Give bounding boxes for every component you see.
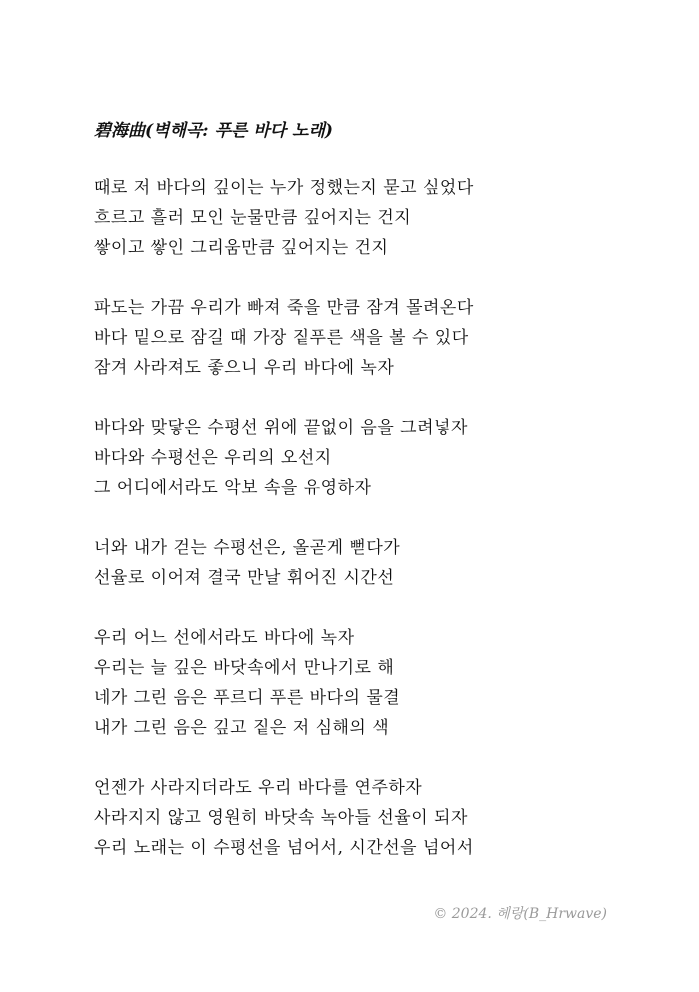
stanza-2 xyxy=(94,293,654,383)
stanza-1 xyxy=(94,173,654,263)
poem-line: 너와 내가 걷는 수평선은, 올곧게 뻗다가 xyxy=(94,538,401,558)
poem-line: 바다 밑으로 잠길 때 가장 짙푸른 색을 볼 수 있다 xyxy=(94,328,469,348)
poem-line: 바다와 수평선은 우리의 오선지 xyxy=(94,448,332,468)
poem-line: 언젠가 사라지더라도 우리 바다를 연주하자 xyxy=(94,778,423,798)
poem-line: 쌓이고 쌓인 그리움만큼 깊어지는 건지 xyxy=(94,238,389,258)
copyright-notice: © 2024. 헤랑(B_Hrwave) xyxy=(433,906,607,922)
poem-line: 네가 그린 음은 푸르디 푸른 바다의 물결 xyxy=(94,688,401,708)
poem-line: 바다와 맞닿은 수평선 위에 끝없이 음을 그려넣자 xyxy=(94,418,468,438)
stanza-6 xyxy=(94,773,654,863)
poem-line: 우리 어느 선에서라도 바다에 녹자 xyxy=(94,628,355,648)
poem-line: 파도는 가끔 우리가 빠져 죽을 만큼 잠겨 몰려온다 xyxy=(94,298,474,318)
poem-line: 흐르고 흘러 모인 눈물만큼 깊어지는 건지 xyxy=(94,208,412,228)
stanza-4 xyxy=(94,533,654,593)
poem-line: 우리는 늘 깊은 바닷속에서 만나기로 해 xyxy=(94,658,395,678)
poem-line: 사라지지 않고 영원히 바닷속 녹아들 선율이 되자 xyxy=(94,808,468,828)
poem-line: 그 어디에서라도 악보 속을 유영하자 xyxy=(94,478,372,498)
poem-line: 잠겨 사라져도 좋으니 우리 바다에 녹자 xyxy=(94,358,395,378)
stanza-3 xyxy=(94,413,654,503)
poem-line: 우리 노래는 이 수평선을 넘어서, 시간선을 넘어서 xyxy=(94,838,474,858)
stanza-5 xyxy=(94,623,654,743)
poem-line: 선율로 이어져 결국 만날 휘어진 시간선 xyxy=(94,568,395,588)
poem-body xyxy=(94,173,654,893)
poem-line: 내가 그린 음은 깊고 짙은 저 심해의 색 xyxy=(94,718,390,738)
poem-title: 碧海曲(벽해곡: 푸른 바다 노래) xyxy=(94,121,333,141)
poem-line: 때로 저 바다의 깊이는 누가 정했는지 묻고 싶었다 xyxy=(94,178,474,198)
